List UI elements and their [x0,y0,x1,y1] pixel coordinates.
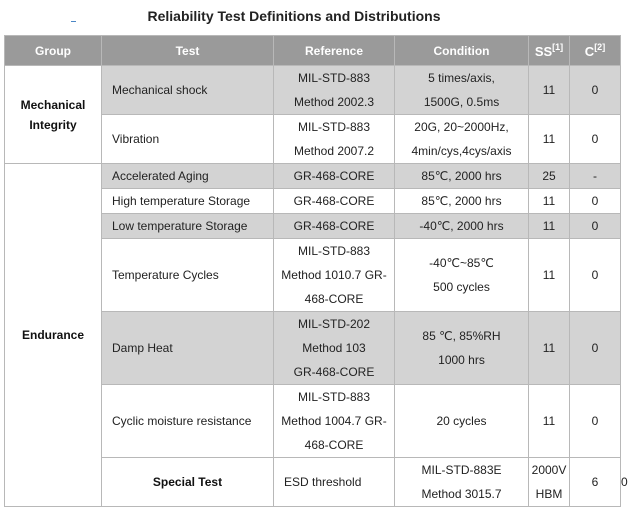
table-title: Reliability Test Definitions and Distributions [147,8,441,24]
reliability-table [4,35,628,507]
header-test: Test [102,36,274,66]
c-cell: - [570,164,621,189]
reference-cell: MIL-STD-202 Method 103 GR-468-CORE [274,312,395,385]
test-cell: Low temperature Storage [102,214,274,239]
condition-cell: -40℃~85℃ 500 cycles [395,239,529,312]
condition-cell: 85℃, 2000 hrs [395,164,529,189]
ss-cell: 11 [529,189,570,214]
header-ss-note: [1] [552,42,564,52]
c-cell: 0 [570,385,621,458]
test-cell: Mechanical shock [102,66,274,115]
group-endurance: Endurance [5,164,102,507]
header-c-label: C [584,44,595,59]
condition-cell: 5 times/axis, 1500G, 0.5ms [395,66,529,115]
ss-cell: 11 [529,214,570,239]
c-cell: 0 [570,214,621,239]
ss-cell: 11 [529,312,570,385]
reference-cell: MIL-STD-883 Method 2007.2 [274,115,395,164]
reference-cell: GR-468-CORE [274,189,395,214]
test-cell: Cyclic moisture resistance [102,385,274,458]
decorative-mark [71,21,76,22]
header-group: Group [5,36,102,66]
test-cell: Vibration [102,115,274,164]
group-special-test: Special Test [102,458,274,507]
header-reference: Reference [274,36,395,66]
reference-cell: MIL-STD-883 Method 1010.7 GR- 468-CORE [274,239,395,312]
reference-cell: GR-468-CORE [274,214,395,239]
reference-cell: GR-468-CORE [274,164,395,189]
table-row [5,66,621,115]
condition-cell: 20 cycles [395,385,529,458]
ss-cell: 11 [529,239,570,312]
test-cell: ESD threshold [274,458,395,507]
test-cell: Accelerated Aging [102,164,274,189]
ss-cell: 25 [529,164,570,189]
header-ss-label: SS [534,44,553,59]
header-c [570,36,621,66]
test-cell: Damp Heat [102,312,274,385]
condition-cell: 85℃, 2000 hrs [395,189,529,214]
test-cell: Temperature Cycles [102,239,274,312]
ss-cell: 11 [529,115,570,164]
header-c-note: [2] [594,42,606,52]
reference-cell: MIL-STD-883E Method 3015.7 [395,458,529,507]
reference-cell: MIL-STD-883 Method 1004.7 GR- 468-CORE [274,385,395,458]
ss-cell: 6 [570,458,621,507]
condition-cell: 20G, 20~2000Hz, 4min/cys,4cys/axis [395,115,529,164]
table-row [5,164,621,189]
condition-cell: -40℃, 2000 hrs [395,214,529,239]
header-ss [529,36,570,66]
c-cell: 0 [570,115,621,164]
ss-cell: 11 [529,385,570,458]
c-cell: 0 [570,66,621,115]
group-label-line: Mechanical [20,97,86,112]
test-cell: High temperature Storage [102,189,274,214]
condition-cell: 85 ℃, 85%RH 1000 hrs [395,312,529,385]
c-cell: 0 [570,189,621,214]
table-row: Special Test ESD threshold MIL-STD-883E Method 3015.7 2000V HBM 6 0 [5,458,621,507]
header-row [5,36,621,66]
group-mechanical-integrity [5,66,102,164]
reference-cell: MIL-STD-883 Method 2002.3 [274,66,395,115]
c-cell: 0 [570,239,621,312]
header-condition: Condition [395,36,529,66]
c-cell: 0 [570,312,621,385]
condition-cell: 2000V HBM [529,458,570,507]
group-label-line: Integrity [29,117,77,132]
ss-cell: 11 [529,66,570,115]
